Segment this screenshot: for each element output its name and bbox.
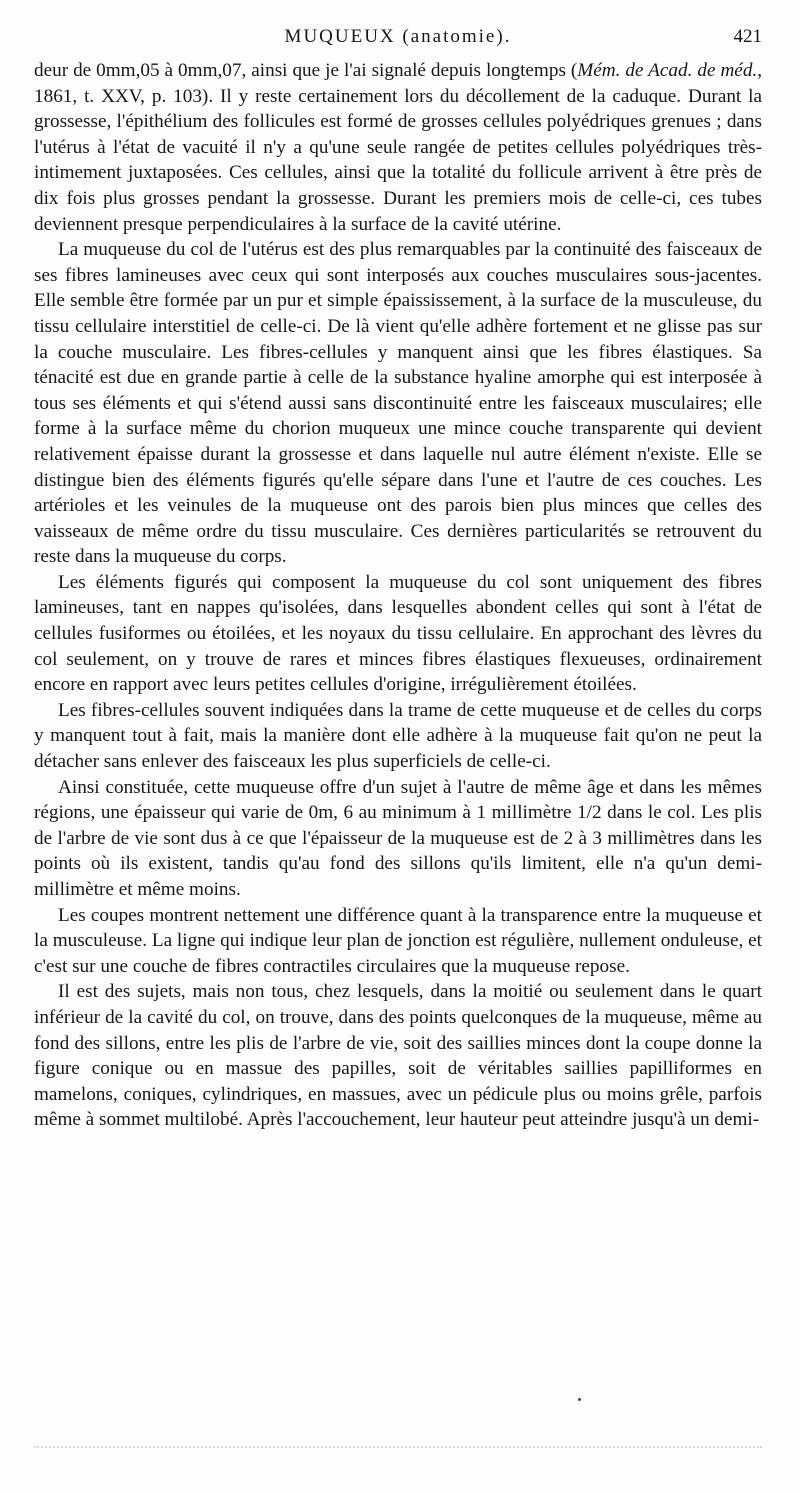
running-head xyxy=(34,22,762,52)
paragraph-1 xyxy=(34,58,762,237)
page-number: 421 xyxy=(733,26,762,47)
running-title: MUQUEUX (anatomie). xyxy=(284,26,512,47)
paragraph-1-before-ref: deur de 0mm,05 à 0mm,07, ainsi que je l'ai signalé depuis longtemps ( xyxy=(34,60,578,81)
paragraph-5: Ainsi constituée, cette muqueuse offre d'un sujet à l'autre de même âge et dans les mêmes régions, une épaisseur qui varie de 0m, 6 au minimum à 1 millimètre 1/2 dans le col. Les plis de l'arbre de vie sont dus à ce que l'épaisseur de la muqueuse est de 2 à 3 millimètres dans les points où ils existent, tandis qu'au fond des sillons qu'ils limitent, elle n'a qu'un demi-millimètre et même moins. xyxy=(34,776,762,900)
bottom-bleedthrough-line xyxy=(34,1446,762,1452)
paragraph-6: Les coupes montrent nettement une différence quant à la transparence entre la muqueuse et la musculeuse. La ligne qui indique leur plan de jonction est régulière, nullement onduleuse, et c'est sur une couche de fibres contractiles circulaires que la muqueuse repose. xyxy=(34,904,762,977)
citation-reference: Mém. de Acad. de méd. xyxy=(577,60,758,81)
paragraph-3: Les éléments figurés qui composent la muqueuse du col sont uniquement des fibres lamineuses, tant en nappes qu'isolées, dans lesquelles abondent celles qui sont à l'état de cellules fusiformes ou étoilées, et les noyaux du tissu cellulaire. En approchant des lèvres du col seulement, on y trouve de rares et minces fibres élastiques flexueuses, ordinairement encore en rapport avec leurs petites cellules d'origine, irrégulièrement étoilées. xyxy=(34,571,762,696)
paragraph-7: Il est des sujets, mais non tous, chez lesquels, dans la moitié ou seulement dans le quart inférieur de la cavité du col, on trouve, dans des points quelconques de la muqueuse, même au fond des sillons, entre les plis de l'arbre de vie, soit des saillies minces dont la coupe donne la figure conique ou en massue des papilles, soit de véritables saillies papilliformes en mamelons, coniques, cylindriques, en massues, avec un pédicule plus ou moins grêle, parfois même à sommet multilobé. Après l'accouchement, leur hauteur peut atteindre jusqu'à un demi- xyxy=(34,981,762,1131)
paragraph-2: La muqueuse du col de l'utérus est des plus remarquables par la continuité des faisceaux de ses fibres lamineuses avec ceux qui sont interposés aux couches musculaires sous-jacentes. Elle semble être formée par un pur et simple épaississement, à la surface de la musculeuse, du tissu cellulaire interstitiel de celle-ci. De là vient qu'elle adhère fortement et ne glisse pas sur la couche musculaire. Les fibres-cellules y manquent ainsi que les fibres élastiques. Sa ténacité est due en grande partie à celle de la substance hyaline amorphe qui est interposée à tous ses éléments et qui s'étend aussi sans discontinuité entre les faisceaux musculaires; elle forme à la surface même du chorion muqueux une mince couche transparente qui devient relativement épaisse durant la grossesse et dans laquelle nul autre élément n'existe. Elle se distingue bien des éléments figurés qu'elle sépare dans l'une et l'autre de ces couches. Les artérioles et les veinules de la muqueuse ont des parois bien plus minces que celles des vaisseaux de même ordre du tissu musculaire. Ces dernières particularités se retrouvent du reste dans la muqueuse du corps. xyxy=(34,239,762,568)
paragraph-1-after-ref: , 1861, t. XXV, p. 103). Il y reste certainement lors du décollement de la caduque. Durant la grossesse, l'épithélium des follicules est formé de grosses cellules polyédriques grenues ; dans l'utérus à l'état de vacuité il n'y a qu'une seule rangée de petites cellules polyédriques très-intimement juxtaposées. Ces cellules, ainsi que la totalité du follicule arrivent à être près de dix fois plus grosses pendant la grossesse. Durant les premiers mois de celle-ci, ces tubes deviennent presque perpendiculaires à la surface de la cavité utérine. xyxy=(34,60,763,235)
body-text xyxy=(34,58,762,1133)
paragraph-4: Les fibres-cellules souvent indiquées dans la trame de cette muqueuse et de celles du corps y manquent tout à fait, mais la manière dont elle adhère à la muqueuse fait qu'on ne peut la détacher sans enlever des faisceaux les plus superficiels de celle-ci. xyxy=(34,699,762,773)
ink-speck xyxy=(578,1398,581,1401)
